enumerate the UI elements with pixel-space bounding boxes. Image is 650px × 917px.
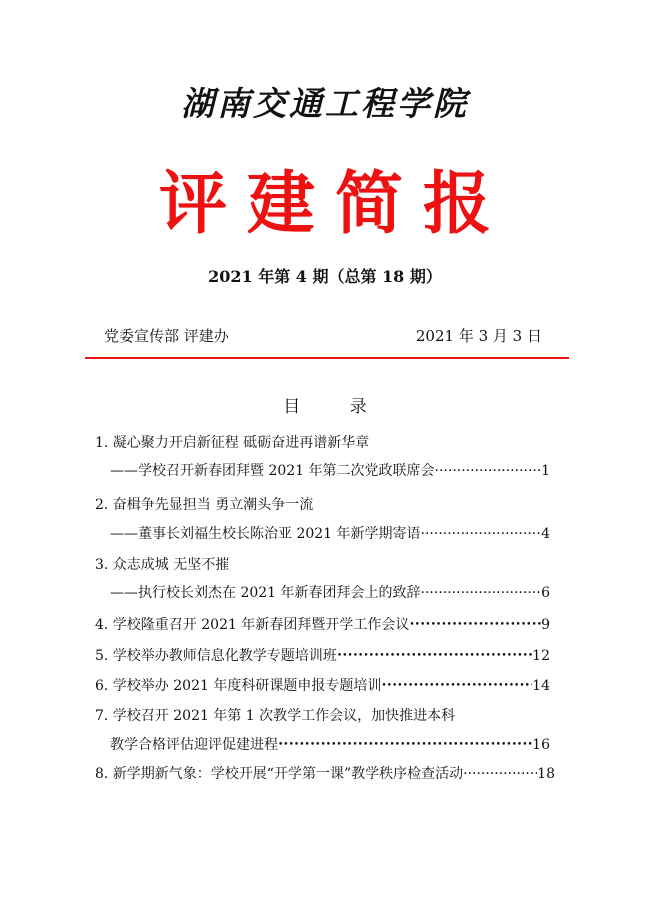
publishing-department: 党委宣传部 评建办 [104,327,229,345]
issue-number: 2021 年第 4 期（总第 18 期） [208,267,442,286]
toc-item-3-subtitle[interactable] [110,583,550,603]
toc-item-2-title[interactable] [95,495,545,515]
toc-item-1-subtitle[interactable] [110,461,550,481]
toc-page-number: 16 [532,737,550,753]
publication-date: 2021 年 3 月 3 日 [415,327,542,345]
toc-leader-dots [337,646,532,666]
toc-item-text: 教学合格评估迎评促建进程 [110,737,278,753]
toc-item-7-title[interactable] [95,706,550,726]
toc-page-number: 1 [541,463,550,479]
toc-page-number: 18 [537,766,555,782]
toc-page-number: 6 [541,585,550,601]
toc-leader-dots [421,524,542,544]
toc-item-4[interactable] [95,615,550,635]
toc-item-text: 2. 奋楫争先显担当 勇立潮头争一流 [95,497,314,513]
bulletin-title: 评建简报 [158,165,511,244]
toc-item-5[interactable] [95,646,550,666]
toc-item-text: ——学校召开新春团拜暨 2021 年第二次党政联席会 [110,463,435,479]
toc-leader-dots [421,583,542,603]
toc-page-number: 4 [541,526,550,542]
toc-item-3-title[interactable] [95,555,545,575]
toc-item-6[interactable] [95,676,550,696]
toc-item-1-title[interactable] [95,433,545,453]
toc-leader-dots [435,461,542,481]
toc-item-8[interactable] [95,764,555,784]
toc-item-text: 1. 凝心聚力开启新征程 砥砺奋进再谱新华章 [95,435,370,451]
toc-leader-dots [381,676,532,696]
toc-page-number: 12 [532,648,550,664]
toc-item-2-subtitle[interactable] [110,524,550,544]
toc-page-number: 9 [541,617,550,633]
toc-item-text: 7. 学校召开 2021 年第 1 次教学工作会议，加快推进本科 [95,708,456,724]
toc-item-text: 8. 新学期新气象：学校开展“开学第一课”教学秩序检查活动 [95,766,464,782]
toc-item-text: ——执行校长刘杰在 2021 年新春团拜会上的致辞 [110,585,421,601]
toc-leader-dots [463,764,537,784]
toc-page-number: 14 [532,678,550,694]
institution-name: 湖南交通工程学院 [181,84,469,123]
toc-item-text: ——董事长刘福生校长陈治亚 2021 年新学期寄语 [110,526,421,542]
toc-item-text: 4. 学校隆重召开 2021 年新春团拜暨开学工作会议 [95,617,410,633]
toc-leader-dots [278,735,532,755]
toc-leader-dots [409,615,541,635]
toc-heading: 目 录 [283,397,389,417]
header-divider [85,357,569,359]
toc-item-7-continued[interactable] [110,735,550,755]
toc-item-text: 5. 学校举办教师信息化教学专题培训班 [95,648,337,664]
toc-item-text: 3. 众志成城 无坚不摧 [95,557,230,573]
toc-item-text: 6. 学校举办 2021 年度科研课题申报专题培训 [95,678,382,694]
